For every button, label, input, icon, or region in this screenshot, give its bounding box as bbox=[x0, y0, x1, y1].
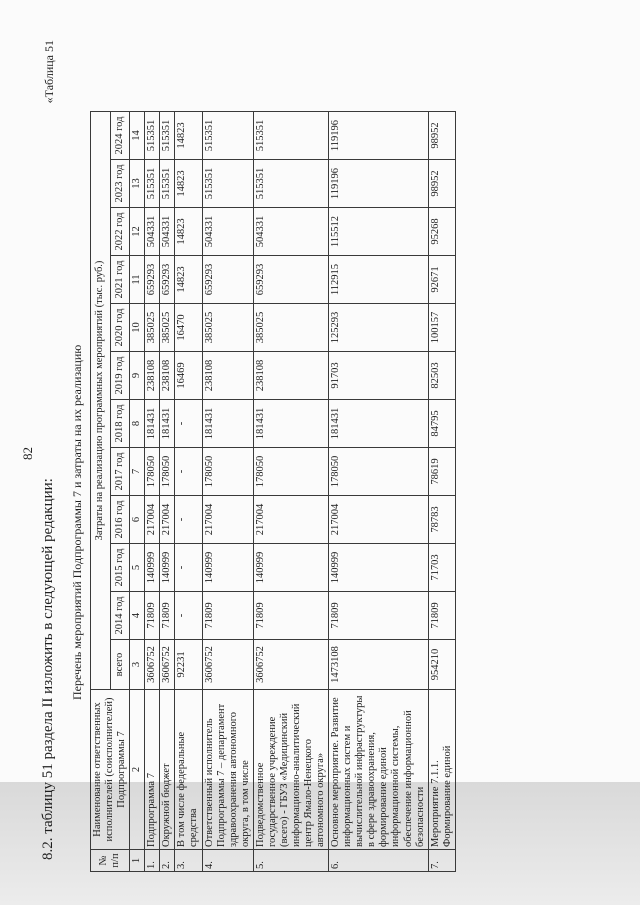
table-cell: 71809 bbox=[202, 592, 253, 640]
table-cell: - bbox=[175, 592, 202, 640]
column-header-number: № п/п bbox=[91, 850, 130, 872]
table-cell: 14823 bbox=[175, 256, 202, 304]
column-number: 1 bbox=[130, 850, 145, 872]
table-cell: 91703 bbox=[329, 352, 429, 400]
table-cell: 515351 bbox=[202, 160, 253, 208]
table-cell: 71703 bbox=[428, 544, 455, 592]
table-cell: 217004 bbox=[202, 496, 253, 544]
table-cell: 71809 bbox=[428, 592, 455, 640]
table-cell: 181431 bbox=[253, 400, 328, 448]
column-number: 13 bbox=[130, 160, 145, 208]
table-cell: 659293 bbox=[202, 256, 253, 304]
table-cell: - bbox=[175, 496, 202, 544]
table-cell: 181431 bbox=[160, 400, 175, 448]
table-cell: 119196 bbox=[329, 112, 429, 160]
row-name: Подпрограмма 7 bbox=[145, 690, 160, 850]
table-cell: 115512 bbox=[329, 208, 429, 256]
table-cell: 515351 bbox=[253, 112, 328, 160]
table-cell: 504331 bbox=[202, 208, 253, 256]
column-number: 6 bbox=[130, 496, 145, 544]
column-number: 8 bbox=[130, 400, 145, 448]
table-cell: 71809 bbox=[329, 592, 429, 640]
table-cell: 71809 bbox=[253, 592, 328, 640]
column-header-year: 2018 год bbox=[110, 400, 130, 448]
column-header-year: 2016 год bbox=[110, 496, 130, 544]
row-number: 1. bbox=[145, 850, 160, 872]
table-cell: - bbox=[175, 544, 202, 592]
table-cell: 3606752 bbox=[202, 640, 253, 690]
table-cell: 504331 bbox=[160, 208, 175, 256]
table-cell: 125293 bbox=[329, 304, 429, 352]
table-row bbox=[145, 112, 160, 872]
column-header-year: 2023 год bbox=[110, 160, 130, 208]
table-cell: 515351 bbox=[160, 160, 175, 208]
table-cell: 71809 bbox=[160, 592, 175, 640]
column-number: 2 bbox=[130, 690, 145, 850]
table-cell: 217004 bbox=[329, 496, 429, 544]
table-cell: 3606752 bbox=[145, 640, 160, 690]
table-cell: 385025 bbox=[145, 304, 160, 352]
table-cell: 95268 bbox=[428, 208, 455, 256]
column-number: 10 bbox=[130, 304, 145, 352]
column-number: 5 bbox=[130, 544, 145, 592]
table-cell: 98952 bbox=[428, 112, 455, 160]
table-cell: 92231 bbox=[175, 640, 202, 690]
table-cell: 178050 bbox=[145, 448, 160, 496]
table-cell: 71809 bbox=[145, 592, 160, 640]
row-number: 3. bbox=[175, 850, 202, 872]
header-row bbox=[91, 112, 111, 872]
column-header-year: 2017 год bbox=[110, 448, 130, 496]
row-name: Основное мероприятие. Развитие информационных систем и вычислительной инфраструктуры в сфере здравоохранения, формирование единой информационной системы, обеспечение информационной безопасности bbox=[329, 690, 429, 850]
table-cell: 92671 bbox=[428, 256, 455, 304]
column-number: 11 bbox=[130, 256, 145, 304]
column-header-year: 2014 год bbox=[110, 592, 130, 640]
table-cell: 385025 bbox=[202, 304, 253, 352]
table-cell: 140999 bbox=[329, 544, 429, 592]
column-numbers-row bbox=[130, 112, 145, 872]
table-cell: 3606752 bbox=[160, 640, 175, 690]
table-cell: 16470 bbox=[175, 304, 202, 352]
table-cell: 178050 bbox=[329, 448, 429, 496]
table-cell: 238108 bbox=[160, 352, 175, 400]
table-cell: 515351 bbox=[160, 112, 175, 160]
row-name: Ответственный исполнитель Подпрограммы 7 – департамент здравоохранения автономного округа, в том числе bbox=[202, 690, 253, 850]
table-cell: 659293 bbox=[145, 256, 160, 304]
table-label: «Таблица 51 bbox=[42, 40, 56, 104]
table-cell: 217004 bbox=[145, 496, 160, 544]
row-number: 4. bbox=[202, 850, 253, 872]
column-header-year: 2022 год bbox=[110, 208, 130, 256]
column-number: 14 bbox=[130, 112, 145, 160]
expenses-table bbox=[90, 111, 456, 872]
table-cell: 119196 bbox=[329, 160, 429, 208]
row-number: 2. bbox=[160, 850, 175, 872]
column-header-name: Наименование ответственных исполнителей (соисполнителей) Подпрограммы 7 bbox=[91, 690, 130, 850]
row-number: 6. bbox=[329, 850, 429, 872]
table-cell: 82503 bbox=[428, 352, 455, 400]
table-cell: 178050 bbox=[160, 448, 175, 496]
table-cell: 515351 bbox=[145, 112, 160, 160]
table-cell: 140999 bbox=[160, 544, 175, 592]
table-cell: 217004 bbox=[160, 496, 175, 544]
table-cell: 385025 bbox=[253, 304, 328, 352]
column-header-year: 2020 год bbox=[110, 304, 130, 352]
table-cell: 178050 bbox=[253, 448, 328, 496]
table-cell: 178050 bbox=[202, 448, 253, 496]
table-cell: 14823 bbox=[175, 112, 202, 160]
table-cell: 504331 bbox=[253, 208, 328, 256]
column-number: 7 bbox=[130, 448, 145, 496]
row-name: Мероприятие 7.1.1. Формирование единой bbox=[428, 690, 455, 850]
table-row bbox=[202, 112, 253, 872]
column-header-total: всего bbox=[110, 640, 130, 690]
column-number: 4 bbox=[130, 592, 145, 640]
table-row bbox=[428, 112, 455, 872]
table-cell: 954210 bbox=[428, 640, 455, 690]
rotated-content bbox=[10, 0, 630, 900]
table-cell: 140999 bbox=[145, 544, 160, 592]
section-heading: 8.2. таблицу 51 раздела II изложить в следующей редакции: bbox=[40, 478, 56, 860]
table-row bbox=[175, 112, 202, 872]
column-header-year: 2024 год bbox=[110, 112, 130, 160]
table-cell: - bbox=[175, 448, 202, 496]
row-number: 7. bbox=[428, 850, 455, 872]
column-header-year: 2019 год bbox=[110, 352, 130, 400]
table-cell: 181431 bbox=[202, 400, 253, 448]
table-cell: - bbox=[175, 400, 202, 448]
row-number: 5. bbox=[253, 850, 328, 872]
column-number: 12 bbox=[130, 208, 145, 256]
table-cell: 659293 bbox=[160, 256, 175, 304]
table-cell: 16469 bbox=[175, 352, 202, 400]
table-cell: 515351 bbox=[202, 112, 253, 160]
table-row bbox=[160, 112, 175, 872]
column-number: 9 bbox=[130, 352, 145, 400]
table-cell: 238108 bbox=[253, 352, 328, 400]
table-cell: 100157 bbox=[428, 304, 455, 352]
table-cell: 238108 bbox=[145, 352, 160, 400]
table-cell: 238108 bbox=[202, 352, 253, 400]
table-cell: 181431 bbox=[145, 400, 160, 448]
column-header-year: 2015 год bbox=[110, 544, 130, 592]
table-cell: 1473108 bbox=[329, 640, 429, 690]
column-number: 3 bbox=[130, 640, 145, 690]
column-header-year: 2021 год bbox=[110, 256, 130, 304]
table-cell: 504331 bbox=[145, 208, 160, 256]
row-name: Подведомственное государственное учреждение (всего) - ГБУЗ «Медицинский информационно-аналитический центр Ямало-Ненецкого автономного округа» bbox=[253, 690, 328, 850]
table-cell: 14823 bbox=[175, 160, 202, 208]
table-cell: 78619 bbox=[428, 448, 455, 496]
table-row bbox=[329, 112, 429, 872]
table-cell: 84795 bbox=[428, 400, 455, 448]
page-number: 82 bbox=[20, 447, 35, 460]
table-cell: 659293 bbox=[253, 256, 328, 304]
table-cell: 217004 bbox=[253, 496, 328, 544]
column-group-header: Затраты на реализацию программных мероприятий (тыс. руб.) bbox=[91, 112, 111, 690]
table-cell: 98952 bbox=[428, 160, 455, 208]
table-cell: 140999 bbox=[253, 544, 328, 592]
table-cell: 515351 bbox=[145, 160, 160, 208]
table-cell: 385025 bbox=[160, 304, 175, 352]
table-subtitle: Перечень мероприятий Подпрограммы 7 и затраты на их реализацию bbox=[70, 344, 84, 700]
row-name: В том числе федеральные средства bbox=[175, 690, 202, 850]
table-cell: 78783 bbox=[428, 496, 455, 544]
table-cell: 515351 bbox=[253, 160, 328, 208]
table-cell: 112915 bbox=[329, 256, 429, 304]
table-row bbox=[253, 112, 328, 872]
table-cell: 14823 bbox=[175, 208, 202, 256]
row-name: Окружной бюджет bbox=[160, 690, 175, 850]
table-cell: 181431 bbox=[329, 400, 429, 448]
table-cell: 3606752 bbox=[253, 640, 328, 690]
table-cell: 140999 bbox=[202, 544, 253, 592]
